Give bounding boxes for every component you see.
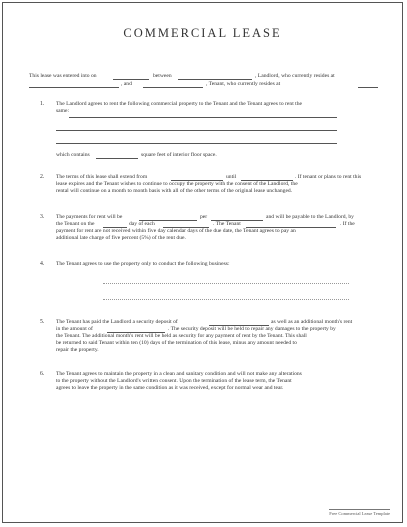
lease-page (2, 2, 403, 523)
clause-3-text-6: . The Tenant (213, 221, 241, 227)
clause-3-text-7: . If the (340, 221, 355, 227)
property-description-field[interactable] (69, 117, 337, 118)
clause-6-text-3: agrees to leave the property in the same condition as it was received, except for normal wear and tear. (56, 385, 284, 391)
landlord-name-field[interactable] (178, 79, 252, 80)
clause-3-text-5: day of each (129, 221, 155, 227)
clause-1-text-2: same: (56, 108, 70, 114)
landlord-address-field[interactable] (29, 87, 119, 88)
clause-5-text-6: be returned to said Tenant within ten (10) days of the termination of this lease, minus any amount needed to (56, 340, 297, 346)
page-title: COMMERCIAL LEASE (123, 26, 282, 40)
clause-number: 5. (40, 319, 45, 325)
clause-3-text-8: payment for rent are not received within five day calendar days of the due date, the Tenant agrees to pay an (56, 228, 296, 234)
intro-text-1: This lease was entered into on (29, 73, 97, 79)
intro-text-5: , Tenant, who currently resides at (206, 81, 281, 87)
property-description-field-3[interactable] (56, 143, 337, 144)
tenant-name-field[interactable] (143, 87, 203, 88)
clause-number: 4. (40, 261, 45, 267)
clause-2-text-4: lease expires and the Tenant wishes to continue to occupy the property with the consent of the Landlord, the (56, 181, 298, 187)
clause-3-text-4: the Tenant on the (56, 221, 95, 227)
property-description-field-2[interactable] (56, 130, 337, 131)
business-use-field[interactable] (103, 283, 349, 284)
clause-5-text-2: as well as an additional month's rent (271, 319, 353, 325)
clause-3-text-1: The payments for rent will be (56, 214, 123, 220)
clause-3-text-2: per (200, 214, 208, 220)
clause-6-text-2: to the property without the Landlord's written consent. Upon the termination of the lease term, the Tenant (56, 378, 292, 384)
clause-number: 6. (40, 371, 45, 377)
clause-5-text-5: the Tenant. The additional month's rent will be held as security for any payment of rent by the Tenant. This shall (56, 333, 307, 339)
clause-number: 1. (40, 101, 45, 107)
clause-number: 3. (40, 214, 45, 220)
clause-3-text-3: and will be payable to the Landlord, by (266, 214, 354, 220)
clause-1-text-3: which contains (56, 152, 90, 158)
intro-text-4: , and (121, 81, 132, 87)
lease-date-field[interactable] (113, 79, 149, 80)
clause-number: 2. (40, 174, 45, 180)
clause-1-text-1: The Landlord agrees to rent the following commercial property to the Tenant and the Tenant agrees to rent the (56, 101, 302, 107)
clause-2-text-1: The terms of this lease shall extend from (56, 174, 148, 180)
clause-5-text-4: . The security deposit will be held to repair any damages to the property by (168, 326, 336, 332)
clause-2-text-3: . If tenant or plans to rent this (295, 174, 362, 180)
business-use-field-2[interactable] (103, 299, 349, 300)
clause-5-text-7: repair the property. (56, 347, 99, 353)
intro-text-3: , Landlord, who currently resides at (255, 73, 335, 79)
footer-text: Free Commercial Lease Template (329, 511, 390, 516)
clause-5-text-3: in the amount of (56, 326, 93, 332)
intro-text-2: between (153, 73, 172, 79)
clause-5-text-1: The Tenant has paid the Landlord a security deposit of (56, 319, 178, 325)
clause-4-text-1: The Tenant agrees to use the property only to conduct the following business: (56, 261, 230, 267)
clause-2-text-5: rental will continue on a month to month basis with all of the other terms of the original lease unchanged. (56, 188, 293, 194)
clause-6-text-1: The Tenant agrees to maintain the property in a clean and sanitary condition and will not make any alterations (56, 371, 302, 377)
clause-1-text-4: square feet of interior floor space. (141, 152, 217, 158)
tenant-address-field[interactable] (358, 87, 378, 88)
clause-3-text-9: additional late charge of five percent (5%) of the rent due. (56, 235, 186, 241)
clause-2-text-2: until (226, 174, 237, 180)
square-feet-field[interactable] (96, 158, 138, 159)
